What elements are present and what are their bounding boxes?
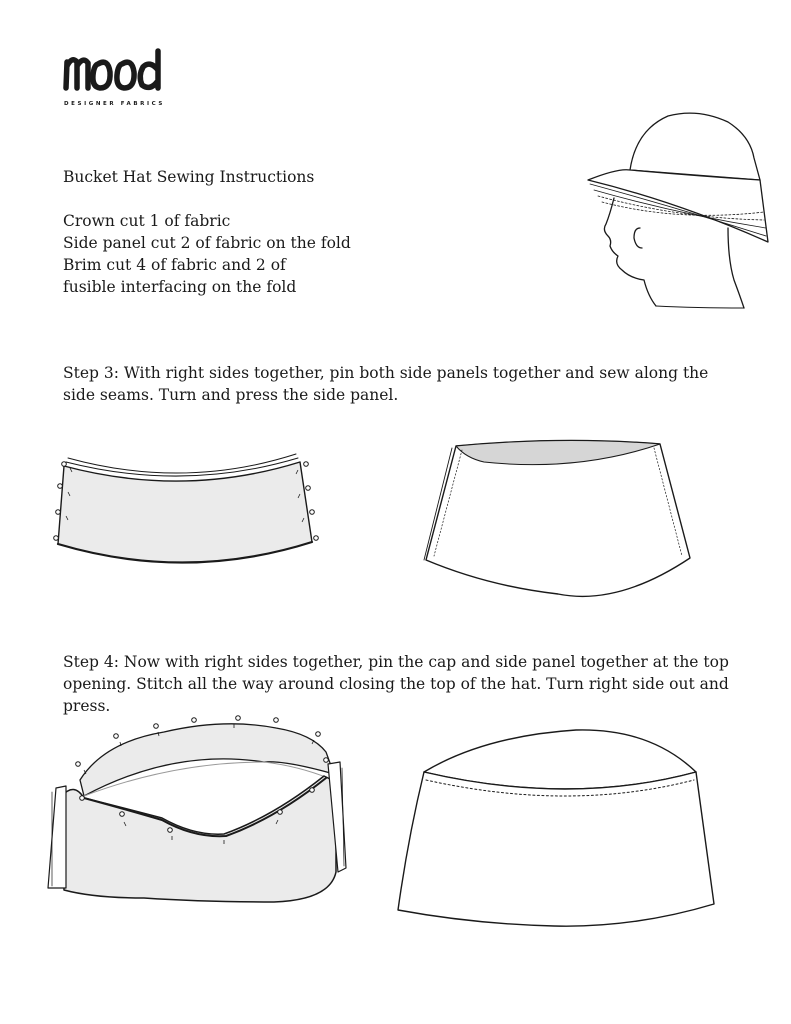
cap-pinned-to-panel-illustration [44,712,350,912]
step-3-text: Step 3: With right sides together, pin both side panels together and sew along the side seams. Turn and press the side panel. [63,364,709,404]
mood-logo-wordmark [62,48,166,96]
cut-list-item: fusible interfacing on the fold [63,278,297,296]
page-title: Bucket Hat Sewing Instructions [63,168,315,186]
cut-list-item: Crown cut 1 of fabric [63,212,231,230]
side-panels-pinned-illustration [50,448,322,570]
cut-list-item: Brim cut 4 of fabric and 2 of [63,256,286,274]
cut-list-item: Side panel cut 2 of fabric on the fold [63,234,351,252]
logo-tagline: DESIGNER FABRICS [64,101,165,107]
mood-logo [62,48,172,114]
cut-list [63,210,351,298]
turned-side-panel-illustration [422,436,694,598]
finished-hat-crown-illustration [394,728,720,930]
bucket-hat-on-head-illustration [578,110,778,315]
step-4-text: Step 4: Now with right sides together, pin the cap and side panel together at the top opening. Stitch all the way around closing the top of the hat. Turn right side out and press. [63,653,729,715]
